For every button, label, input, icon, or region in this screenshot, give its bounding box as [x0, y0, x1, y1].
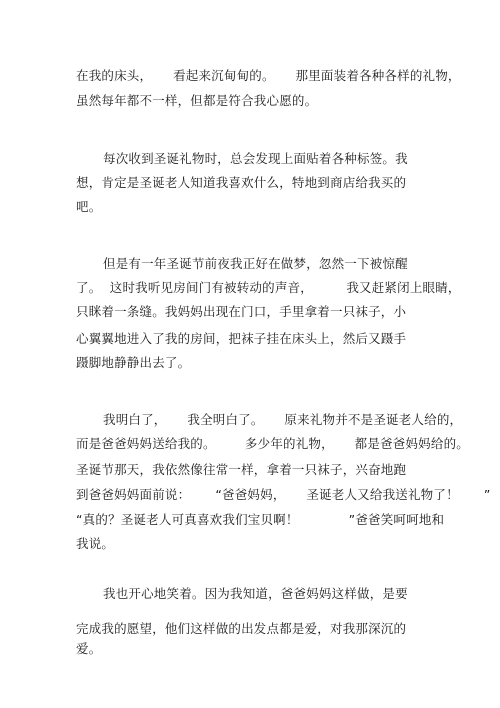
paragraph-3-line-5: 蹑脚地静静出去了。: [76, 355, 191, 370]
paragraph-3-line-4: 心翼翼地进入了我的房间，把袜子挂在床头上，然后又蹑手: [76, 331, 407, 346]
paragraph-5-line-3: 爱。: [76, 641, 102, 656]
paragraph-4-line-3: 圣诞节那天，我依然像往常一样，拿着一只袜子，兴奋地跑: [76, 462, 407, 477]
paragraph-5-line-1: 我也开心地笑着。因为我知道，爸爸妈妈这样做，是要: [103, 586, 408, 601]
paragraph-4-line-1: 我明白了， 我全明白了。 原来礼物并不是圣诞老人给的，: [103, 412, 463, 427]
paragraph-2-line-3: 吧。: [76, 199, 102, 214]
paragraph-4-line-5: “真的？圣诞老人可真喜欢我们宝贝啊！ ”爸爸笑呵呵地和: [76, 512, 445, 527]
paragraph-5-line-2: 完成我的愿望，他们这样做的出发点都是爱，对我那深沉的: [76, 621, 407, 636]
paragraph-3-line-3: 只眯着一条缝。我妈妈出现在门口，手里拿着一只袜子，小: [76, 304, 407, 319]
paragraph-3-line-1: 但是有一年圣诞节前夜我正好在做梦，忽然一下被惊醒: [103, 256, 408, 271]
paragraph-1-line-1: 在我的床头， 看起来沉甸甸的。 那里面装着各种各样的礼物，: [76, 68, 461, 83]
paragraph-4-line-2: 而是爸爸妈妈送给我的。 多少年的礼物， 都是爸爸妈妈给的。: [76, 436, 469, 451]
paragraph-1-line-2: 虽然每年都不一样，但都是符合我心愿的。: [76, 93, 318, 108]
paragraph-4-line-4: 到爸爸妈妈面前说： “爸爸妈妈， 圣诞老人又给我送礼物了！ ”: [76, 487, 491, 502]
paragraph-3-line-2: 了。 这时我听见房间门有被转动的声音， 我又赶紧闭上眼睛，: [76, 280, 461, 295]
paragraph-2-line-2: 想，肯定是圣诞老人知道我喜欢什么，特地到商店给我买的: [76, 175, 407, 190]
paragraph-4-line-6: 我说。: [76, 536, 115, 551]
paragraph-2-line-1: 每次收到圣诞礼物时，总会发现上面贴着各种标签。我: [103, 151, 408, 166]
